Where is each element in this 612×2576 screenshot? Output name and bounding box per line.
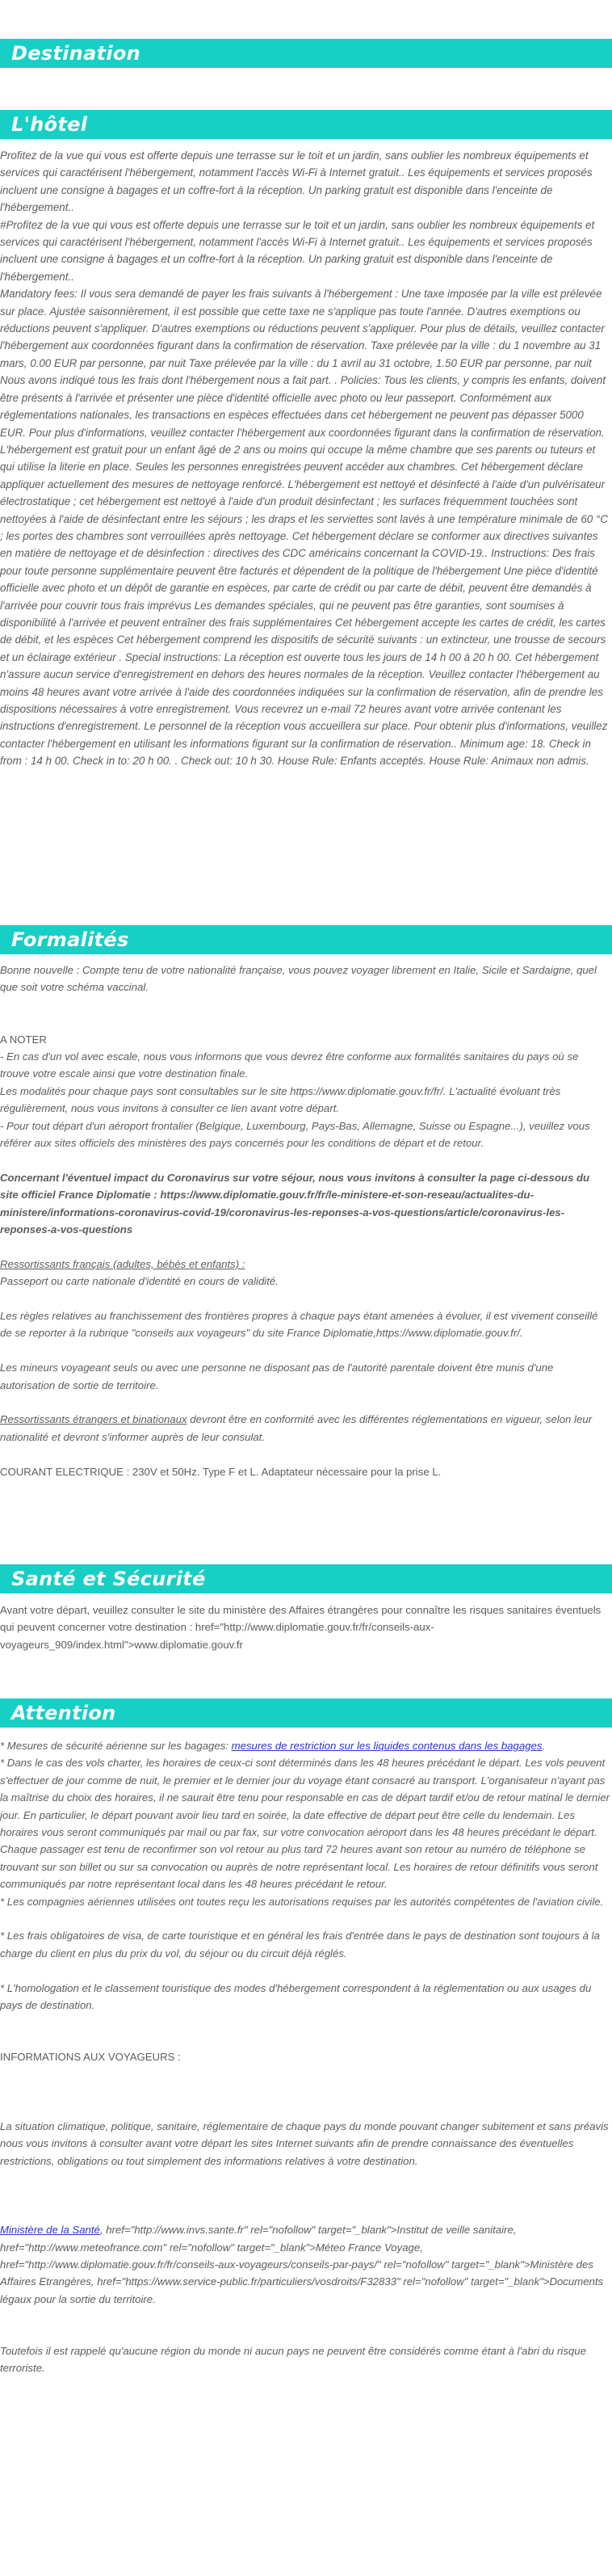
foreign-nationals	[0, 1411, 610, 1446]
formalites-content	[0, 962, 610, 1543]
ministere-sante-link[interactable]: Ministère de la Santé	[0, 2224, 100, 2237]
section-title: Attention	[11, 1702, 116, 1724]
hotel-description	[0, 147, 610, 890]
note-title: A NOTER	[0, 1033, 47, 1046]
foreign-nationals-text: devront être en conformité avec les différentes réglementations en vigueur, selon leur nationalité et devront s'informer auprès de leur consulat.	[0, 1413, 593, 1443]
section-header-hotel	[0, 110, 612, 139]
covid-notice: Concernant l'éventuel impact du Coronavirus sur votre séjour, nous vous invitons à consulter la page ci-dessous du site officiel France Diplomatie : https://www.diplomatie.gouv.fr/fr/le-ministere-et-son-reseau/actualites-du-ministere/informations-coronavirus-covid-19/coronavirus-les-reponses-a-vos-questions/article/coronavirus-les-reponses-a-vos-questions	[0, 1171, 590, 1236]
hotel-paragraph: Mandatory fees: Il vous sera demandé de payer les frais suivants à l'hébergement : Une taxe imposée par la ville est prélevée sur place. Ajustée saisonnièrement, il est possible que cette taxe ne s'applique pas toute l'année. D'autres exemptions ou réductions peuvent s'appliquer. D'autres exemptions ou réductions peuvent s'appliquer. Pour plus de détails, veuillez contacter l'hébergement aux coordonnées figurant dans la confirmation de réservation. Taxe prélevée par la ville : du 1 novembre au 31 mars, 0.00 EUR par personne, par nuit Taxe prélevée par la ville : du 1 avril au 31 octobre, 1.50 EUR par personne, par nuit Nous avons indiqué tous les frais dont l'hébergement nous a fait part. . Policies: Tous les clients, y compris les enfants, doivent être présents à l'arrivée et présenter une pièce d'identité officielle avec photo ou leur passeport. Conformément aux réglementations nationales, les transactions en espèces effectuées dans cet hébergement ne peuvent pas dépasser 5000 EUR. Pour plus d'informations, veuillez contacter l'hébergement aux coordonnées figurant dans la confirmation de réservation. L'hébergement est gratuit pour un enfant âgé de 2 ans ou moins qui occupe la même chambre que ses parents ou tuteurs et qui utilise la literie en place. Seules les personnes enregistrées peuvent accéder aux chambres. Cet hébergement déclare appliquer actuellement des mesures de nettoyage renforcé. L'hébergement est nettoyé et désinfecté à l'aide d'un pulvérisateur électrostatique ; cet hébergement est nettoyé à l'aide d'un produit désinfectant ; les surfaces fréquemment touchées sont nettoyées à l'aide de désinfectant entre les séjours ; les draps et les serviettes sont lavés à une température minimale de 60 °C ; les portes des chambres sont verrouillées après nettoyage. Cet hébergement déclare se conformer aux directives suivantes en matière de nettoyage et de désinfection : directives des CDC américains concernant la COVID-19.. Instructions: Des frais pour toute personne supplémentaire peuvent être facturés et dépendent de la politique de l'hébergement Une pièce d'identité officielle avec photo et un dépôt de garantie en espèces, par carte de crédit ou par carte de débit, peuvent être demandés à l'arrivée pour couvrir tous frais imprévus Les demandes spéciales, qui ne peuvent pas être garanties, sont soumises à disponibilité à l'arrivée et peuvent entraîner des frais supplémentaires Cet hébergement accepte les cartes de crédit, les cartes de débit, et les espèces Cet hébergement comprend les dispositifs de sécurité suivants : un extincteur, une trousse de secours et un éclairage extérieur . Special instructions: La réception est ouverte tous les jours de 14 h 00 à 20 h 00. Cet hébergement n'assure aucun service d'enregistrement en dehors des heures normales de la réception. Veuillez contacter l'hébergement au moins 48 heures avant votre arrivée à l'aide des coordonnées indiquées sur la confirmation de réservation, afin de prendre les dispositions nécessaires à votre enregistrement. Vous recevrez un e-mail 72 heures avant votre arrivée contenant les instructions d'enregistrement. Le personnel de la réception vous accueillera sur place. Pour obtenir plus d'informations, veuillez contacter l'hébergement en utilisant les informations figurant sur la confirmation de réservation.. Minimum age: 18. Check in from : 14 h 00. Check in to: 20 h 00. . Check out: 10 h 30. House Rule: Enfants acceptés. House Rule: Animaux non admis.	[0, 288, 608, 768]
useful-links-text: , href="http://www.invs.sante.fr" rel="nofollow" target="_blank">Institut de veille sanitaire, href="http://www.meteofrance.com" rel="nofollow" target="_blank">Méteo France Voyage, href="http://www.diplomatie.gouv.fr/fr/conseils-aux-voyageurs/conseils-par-pays/" rel="nofollow" target="_blank">Ministère des Affaires Etrangères, href="https://www.service-public.fr/particuliers/vosdroits/F32833" rel="nofollow" target="_blank">Documents légaux pour la sortie du territoire.	[0, 2224, 604, 2305]
french-nationals-title: Ressortissants français (adultes, bébés et enfants) :	[0, 1257, 245, 1270]
formalites-paragraph: Bonne nouvelle : Compte tenu de votre nationalité française, vous pouvez voyager librement en Italie, Sicile et Sardaigne, quel que soit votre schéma vaccinal.	[0, 964, 597, 994]
section-title: Formalités	[11, 928, 129, 951]
terrorism-notice: Toutefois il est rappelé qu'aucune région du monde ni aucun pays ne peuvent être considérés comme étant à l'abri du risque terroriste.	[0, 2345, 586, 2375]
sante-paragraph: Avant votre départ, veuillez consulter le site du ministère des Affaires étrangères pour connaître les risques sanitaires éventuels qui peuvent concerner votre destination : href="http://www.diplomatie.gouv.fr/fr/conseils-aux-voyageurs_909/index.html">www.diplomatie.gouv.fr	[0, 1604, 602, 1651]
hotel-paragraph: #Profitez de la vue qui vous est offerte depuis une terrasse sur le toit et un jardin, sans oublier les nombreux équipements et services qui caractérisent l'hébergement, notamment l'accès Wi-Fi à Internet gratuit.. Les équipements et services proposés incluent une consigne à bagages et un coffre-fort à la réception. Un parking gratuit est disponible dans l'enceinte de l'hébergement..	[0, 218, 595, 283]
attention-item: * L'homologation et le classement touristique des modes d'hébergement correspondent à la réglementation ou aux usages du pays de destination.	[0, 1981, 592, 2012]
foreign-nationals-title: Ressortissants étrangers et binationaux	[0, 1413, 187, 1426]
travellers-info-text: nous vous invitons à consulter avant votre départ les sites Internet suivants afin de prendre connaissance des éventuelles restrictions, obligations ou tout simplement des informations relatives à votre destination.	[0, 2137, 574, 2167]
electric-notice: COURANT ELECTRIQUE : 230V et 50Hz. Type F et L. Adaptateur nécessaire pour la prise L.	[0, 1465, 442, 1478]
section-header-attention	[0, 1698, 612, 1728]
sante-content	[0, 1602, 610, 1658]
section-header-formalites	[0, 925, 612, 954]
travellers-info-text: La situation climatique, politique, sanitaire, réglementaire de chaque pays du monde pouvant changer subitement et sans préavis	[0, 2119, 609, 2132]
liquids-restriction-link[interactable]: mesures de restriction sur les liquides contenus dans les bagages	[231, 1740, 543, 1752]
attention-item	[0, 1737, 610, 1754]
minors-notice: Les mineurs voyageant seuls ou avec une personne ne disposant pas de l'autorité parentale doivent être munis d'une autorisation de sortie de territoire.	[0, 1362, 554, 1391]
note-item: Les modalités pour chaque pays sont consultables sur le site https://www.diplomatie.gouv.fr/fr/. L'actualité évoluant très régulièrement, nous vous invitons à consulter ce lien avant votre départ.	[0, 1084, 561, 1115]
section-title: Santé et Sécurité	[11, 1568, 206, 1590]
attention-item-text: .	[542, 1740, 546, 1752]
section-title: Destination	[11, 42, 141, 65]
section-header-sante	[0, 1564, 612, 1593]
hotel-paragraph: Profitez de la vue qui vous est offerte depuis une terrasse sur le toit et un jardin, sans oublier les nombreux équipements et services qui caractérisent l'hébergement, notamment l'accès Wi-Fi à Internet gratuit.. Les équipements et services proposés incluent une consigne à bagages et un coffre-fort à la réception. Un parking gratuit est disponible dans l'enceinte de l'hébergement..	[0, 149, 593, 214]
note-item: - Pour tout départ d'un aéroport frontalier (Belgique, Luxembourg, Pays-Bas, Allemagne, Suisse ou Espagne...), veuillez vous référer aux sites officiels des ministères des pays concernés pour les conditions de départ et de retour.	[0, 1119, 590, 1150]
attention-item: * Les compagnies aériennes utilisées ont toutes reçu les autorisations requises par les autorités compétentes de l'aviation civile.	[0, 1895, 604, 1908]
section-header-destination	[0, 39, 612, 68]
attention-item: * Dans le cas des vols charter, les horaires de ceux-ci sont déterminés dans les 48 heures précédant le départ. Les vols peuvent s'effectuer de jour comme de nuit, le premier et le dernier jour du voyage étant consacré au transport. L'organisateur n'ayant pas la maîtrise du choix des horaires, il ne saurait être tenu pour responsable en cas de départ tardif et/ou de retour matinal le dernier jour. En particulier, le départ pouvant avoir lieu tard en soirée, la date effective de départ peut être celle du lendemain. Les horaires vous seront communiqués par mail ou par fax, sur votre convocation aéroport dans les 48 heures précédant le départ. Chaque passager est tenu de reconfirmer son vol retour au plus tard 72 heures avant son retour au numéro de téléphone se trouvant sur son billet ou sur sa convocation ou auprès de notre représentant local. Les horaires de retour définitifs vous seront communiqués par notre représentant local dans les 48 heures précédant le retour.	[0, 1757, 610, 1891]
attention-content	[0, 1737, 610, 2576]
note-item: - En cas d'un vol avec escale, nous vous informons que vous devrez être conforme aux formalités sanitaires du pays où se trouve votre escale ainsi que votre destination finale.	[0, 1050, 579, 1080]
section-title: L'hôtel	[11, 113, 88, 136]
border-rules: Les règles relatives au franchissement des frontières propres à chaque pays étant amenées à évoluer, il est vivement conseillé de se reporter à la rubrique "conseils aux voyageurs" du site France Diplomatie,https://www.diplomatie.gouv.fr/.	[0, 1310, 598, 1340]
french-nationals-text: Passeport ou carte nationale d'identité en cours de validité.	[0, 1275, 279, 1288]
useful-links	[0, 2221, 610, 2308]
attention-item: * Les frais obligatoires de visa, de carte touristique et en général les frais d'entrée dans le pays de destination sont toujours à la charge du client en plus du prix du vol, du séjour ou du circuit déjà réglés.	[0, 1930, 600, 1959]
attention-item-text: * Mesures de sécurité aérienne sur les bagages:	[0, 1740, 232, 1752]
travellers-info-title: INFORMATIONS AUX VOYAGEURS :	[0, 2051, 181, 2064]
